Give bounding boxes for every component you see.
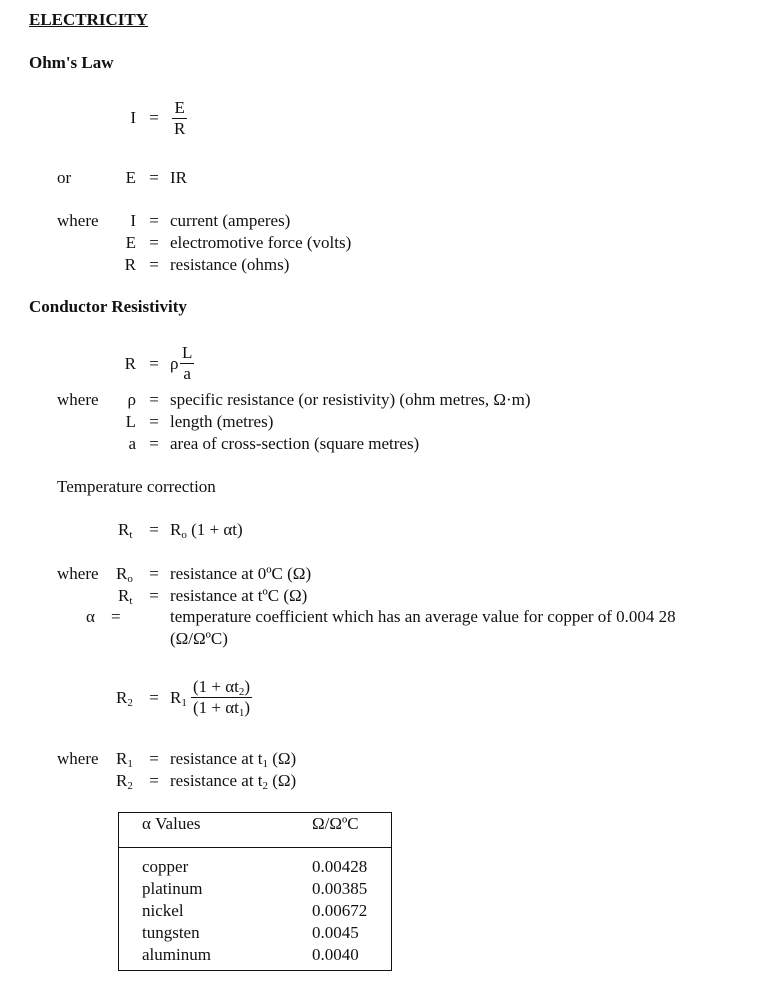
subscript: 2 [127,780,133,792]
symbol: R [116,749,128,768]
subsection-heading-temperature-correction: Temperature correction [57,477,216,496]
formula-lhs [116,688,133,708]
table-cell-material: copper [142,857,189,876]
fraction-denominator: a [183,364,191,383]
section-heading-ohms-law: Ohm's Law [29,53,114,72]
formula-equals: = [149,108,159,127]
subscript: 2 [262,780,269,792]
def-symbol: ρ [127,390,136,409]
formula-lhs: E [125,168,136,187]
formula-lhs: I [130,108,136,127]
def-description: specific resistance (or resistivity) (ohm metres, Ω·m) [170,390,531,409]
subscript: 1 [127,758,133,770]
page-title: ELECTRICITY [29,10,149,29]
def-description: current (amperes) [170,211,291,230]
symbol: R [116,688,128,707]
formula-equals: = [149,354,159,373]
subscript: 1 [238,707,245,719]
where-label: where [57,564,99,583]
where-label: where [57,749,99,768]
formula-rhs: IR [170,168,187,187]
def-symbol [118,586,132,606]
def-description: resistance (ohms) [170,255,290,274]
formula-equals: = [149,688,159,707]
resistivity-symbol: ρ [170,354,179,373]
def-description: resistance at 0ºC (Ω) [170,564,312,583]
subscript: o [127,573,133,585]
def-equals: = [149,749,159,768]
text: resistance at t [170,749,263,768]
paren: ) [244,698,251,717]
def-description: area of cross-section (square metres) [170,434,420,453]
subscript: 2 [238,686,245,698]
def-equals: = [149,771,159,790]
symbol: R [118,520,130,539]
def-symbol: α [86,607,95,626]
formula-lhs [118,520,132,540]
def-symbol: L [125,412,136,431]
fraction-numerator [191,677,252,698]
symbol: R [170,688,182,707]
formula-coefficient [170,688,187,708]
text: (Ω) [268,749,297,768]
def-description [170,771,296,791]
table-cell-value: 0.00428 [312,857,368,876]
table-cell-value: 0.00385 [312,879,368,898]
table-cell-material: tungsten [142,923,200,942]
fraction [180,343,194,384]
def-equals: = [111,607,121,626]
fraction [191,677,252,718]
def-description-units: (Ω/ΩºC) [170,629,228,648]
formula-rhs [170,520,243,540]
def-symbol: a [128,434,136,453]
def-description: electromotive force (volts) [170,233,352,252]
subscript: t [129,595,133,607]
formula-equals: = [149,520,159,539]
def-symbol [116,564,133,584]
table-cell-value: 0.00672 [312,901,368,920]
expression: (1 + αt [193,698,239,717]
subscript: 2 [127,697,133,709]
table-cell-value: 0.0040 [312,945,359,964]
def-description: temperature coefficient which has an average value for copper of 0.004 28 [170,607,676,626]
subscript: 1 [181,697,187,709]
table-header-material: α Values [142,814,201,833]
text: (Ω) [268,771,297,790]
table-header-unit: Ω/ΩºC [312,814,359,833]
formula-lhs: R [124,354,136,373]
paren: ) [244,677,251,696]
def-equals: = [149,412,159,431]
fraction-numerator: L [182,343,193,362]
text: resistance at t [170,771,263,790]
section-heading-conductor-resistivity: Conductor Resistivity [29,297,187,316]
expression: (1 + αt [193,677,239,696]
fraction-denominator: R [174,119,186,138]
def-symbol [116,749,133,769]
def-description: length (metres) [170,412,274,431]
table-cell-value: 0.0045 [312,923,359,942]
or-label: or [57,168,72,187]
def-equals: = [149,390,159,409]
def-symbol: R [124,255,136,274]
symbol: R [118,586,130,605]
def-symbol: I [130,211,136,230]
fraction [172,98,187,139]
def-equals: = [149,564,159,583]
def-symbol: E [125,233,136,252]
symbol: R [116,771,128,790]
where-label: where [57,390,99,409]
def-equals: = [149,255,159,274]
subscript: 1 [262,758,269,770]
symbol: R [170,520,182,539]
def-equals: = [149,586,159,605]
table-cell-material: nickel [142,901,184,920]
where-label: where [57,211,99,230]
expression: (1 + αt) [186,520,243,539]
subscript: o [181,529,187,541]
symbol: R [116,564,128,583]
fraction-denominator [191,698,252,718]
def-equals: = [149,233,159,252]
def-equals: = [149,434,159,453]
def-symbol [116,771,133,791]
table-cell-material: aluminum [142,945,211,964]
fraction-numerator: E [172,98,187,119]
def-description: resistance at tºC (Ω) [170,586,308,605]
formula-equals: = [149,168,159,187]
def-description [170,749,296,769]
def-equals: = [149,211,159,230]
table-cell-material: platinum [142,879,203,898]
subscript: t [129,529,133,541]
